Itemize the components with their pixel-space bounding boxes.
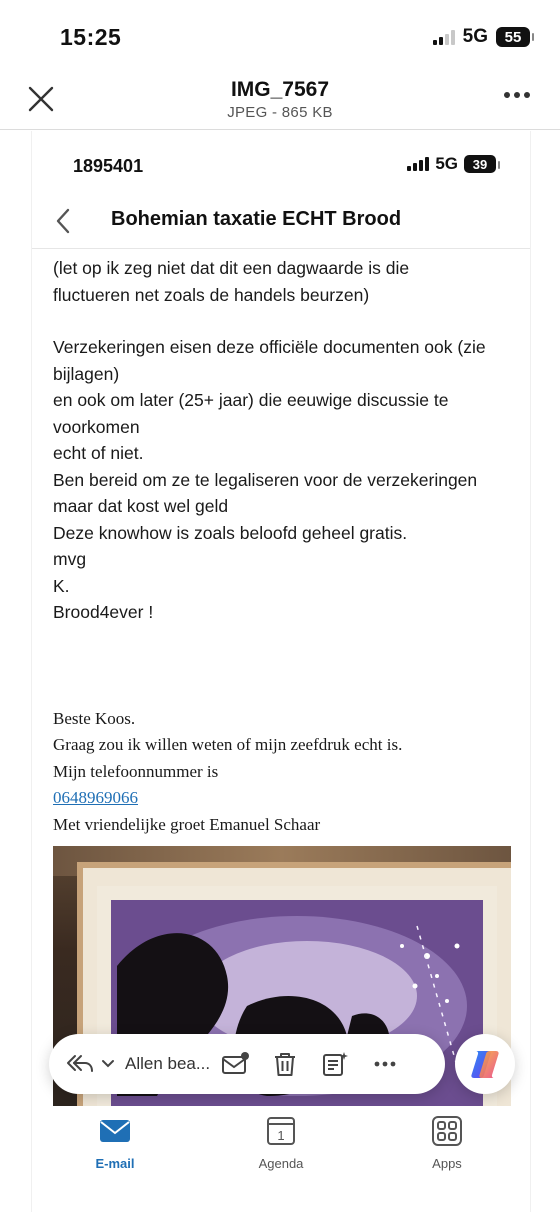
inner-network-label: 5G — [435, 154, 458, 173]
reply-all-label: Allen bea... — [125, 1054, 211, 1073]
body-line: Ben bereid om ze te legaliseren voor de verzekeringen — [53, 469, 478, 490]
trash-icon[interactable] — [271, 1050, 299, 1078]
more-options-icon[interactable] — [500, 88, 534, 102]
reply-signature: Met vriendelijke groet Emanuel Schaar — [53, 814, 321, 834]
mail-icon — [98, 1114, 132, 1148]
signal-icon — [433, 29, 455, 45]
bottom-tab-bar — [32, 1106, 530, 1212]
calendar-icon — [264, 1114, 298, 1148]
body-line: voorkomen — [53, 416, 140, 437]
tab-apps[interactable] — [387, 1114, 507, 1212]
inner-status-time: 1895401 — [73, 156, 144, 176]
quoted-reply — [53, 706, 523, 839]
tab-label: Apps — [432, 1156, 462, 1171]
body-line: Brood4ever ! — [53, 602, 154, 622]
copilot-icon — [466, 1045, 504, 1083]
battery-icon: 55 — [496, 27, 530, 47]
tab-label: E-mail — [95, 1156, 135, 1171]
back-chevron-icon[interactable] — [52, 207, 74, 235]
status-indicators — [433, 26, 530, 48]
inner-status-indicators — [407, 154, 496, 174]
body-line: en ook om later (25+ jaar) die eeuwige discussie te — [53, 390, 449, 410]
status-time: 15:25 — [60, 24, 122, 50]
status-bar — [0, 0, 560, 72]
more-actions-icon[interactable] — [371, 1050, 399, 1078]
copilot-button[interactable] — [455, 1034, 515, 1094]
viewer-header — [0, 72, 560, 130]
reply-greeting: Beste Koos. — [53, 708, 136, 728]
phone-number-link[interactable]: 0648969066 — [53, 788, 138, 807]
tab-email[interactable] — [55, 1114, 175, 1212]
inner-status-bar — [32, 131, 530, 195]
body-line: (let op ik zeg niet dat dit een dagwaarde is die — [53, 258, 410, 278]
body-line: mvg — [53, 549, 87, 569]
mark-unread-icon[interactable] — [221, 1050, 249, 1078]
mail-subject: Bohemian taxatie ECHT Brood — [111, 208, 402, 230]
apps-icon — [430, 1114, 464, 1148]
calendar-day: 1 — [277, 1128, 285, 1143]
body-line: bijlagen) — [53, 363, 120, 384]
mail-header — [32, 195, 530, 249]
image-content — [31, 131, 531, 1212]
chevron-down-icon — [101, 1059, 115, 1069]
body-line: K. — [53, 575, 70, 596]
body-line: maar dat kost wel geld — [53, 496, 229, 516]
inner-battery-icon: 39 — [464, 155, 496, 173]
mail-body — [53, 255, 523, 838]
network-label: 5G — [462, 26, 488, 47]
inner-signal-icon — [407, 157, 429, 171]
summarize-icon[interactable] — [321, 1050, 349, 1078]
reply-all-icon — [65, 1052, 95, 1076]
body-line: echt of niet. — [53, 443, 144, 463]
body-line: fluctueren net zoals de handels beurzen) — [53, 284, 370, 305]
reply-phone-label: Mijn telefoonnummer is — [53, 761, 219, 781]
body-line: Verzekeringen eisen deze officiële documenten ook (zie — [53, 337, 486, 357]
tab-agenda[interactable] — [221, 1114, 341, 1212]
reply-question: Graag zou ik willen weten of mijn zeefdruk echt is. — [53, 735, 403, 754]
body-line: Deze knowhow is zoals beloofd geheel gratis. — [53, 522, 408, 543]
viewer-subtitle: JPEG - 865 KB — [227, 104, 333, 121]
message-action-bar — [49, 1034, 445, 1094]
reply-all-button[interactable] — [65, 1052, 210, 1076]
tab-label: Agenda — [258, 1156, 304, 1171]
viewer-title: IMG_7567 — [230, 78, 330, 101]
